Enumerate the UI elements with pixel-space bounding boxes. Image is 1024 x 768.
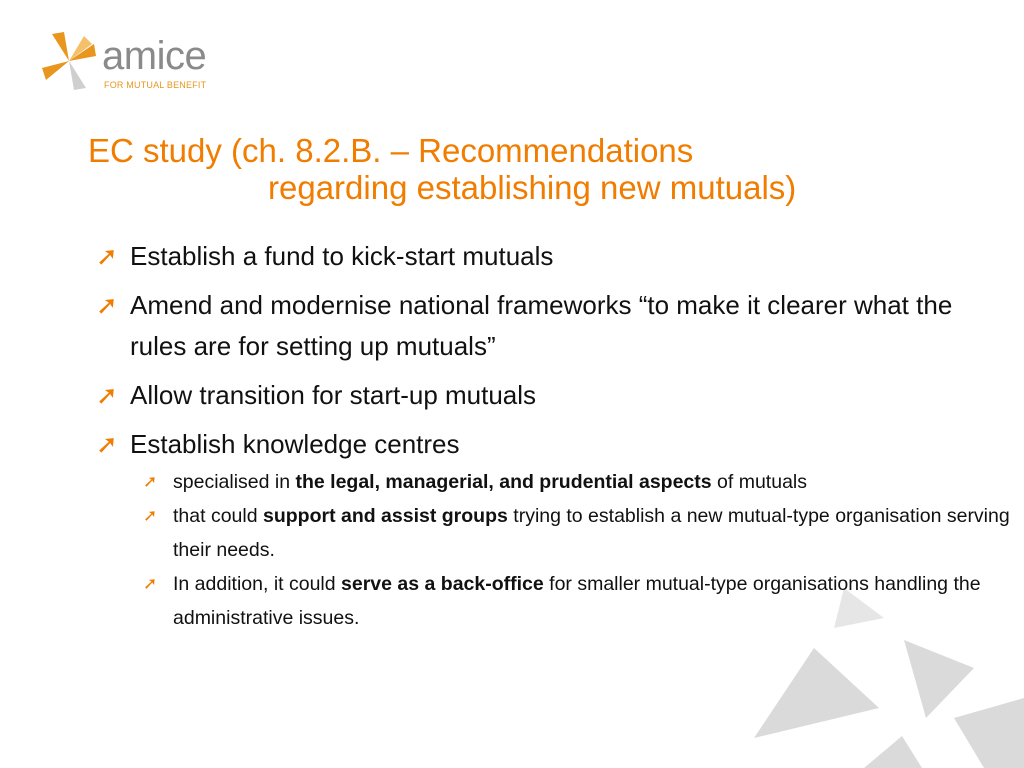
sub-bullet-text-post: for smaller mutual-type organisations handling the administrative issues. xyxy=(173,573,981,629)
logo-name: amice xyxy=(102,34,207,78)
sub-bullet-text-pre: In addition, it could xyxy=(173,573,342,595)
amice-logo xyxy=(38,30,258,110)
title-line-1: EC study (ch. 8.2.B. – Recommendations xyxy=(88,132,694,169)
sub-bullet-item xyxy=(92,499,1014,567)
sub-bullet-text-bold: the legal, managerial, and prudential aspects xyxy=(295,471,712,493)
title-line-2: regarding establishing new mutuals) xyxy=(268,169,797,206)
bullet-item xyxy=(92,424,1014,465)
sub-bullet-item xyxy=(92,465,1014,499)
sub-bullet-text-post: trying to establish a new mutual-type organisation serving their needs. xyxy=(173,505,1010,561)
sub-bullet-list xyxy=(92,465,1014,635)
sub-bullet-item xyxy=(92,567,1014,635)
north-east-arrow-icon: ➚ xyxy=(96,429,118,459)
north-east-arrow-icon: ➚ xyxy=(96,241,118,271)
sub-bullet-text-bold: support and assist groups xyxy=(262,505,508,527)
logo-mark-icon xyxy=(38,30,100,92)
bullet-item xyxy=(92,375,1014,416)
sub-bullet-text-pre: that could xyxy=(173,505,263,527)
sub-bullet-text-pre: specialised in xyxy=(173,471,296,493)
logo-tagline: FOR MUTUAL BENEFIT xyxy=(104,80,207,90)
north-east-arrow-icon: ➚ xyxy=(143,506,158,525)
north-east-arrow-icon: ➚ xyxy=(143,574,158,593)
sub-bullet-text-bold: serve as a back-office xyxy=(341,573,544,595)
bullet-item xyxy=(92,285,1014,367)
slide-title xyxy=(88,132,796,206)
north-east-arrow-icon: ➚ xyxy=(143,472,158,491)
bullet-list xyxy=(92,236,1014,635)
bullet-text: Establish knowledge centres xyxy=(130,429,460,459)
bullet-text: Amend and modernise national frameworks “to make it clearer what the rules are for setting up mutuals” xyxy=(130,290,953,361)
sub-bullet-text-post: of mutuals xyxy=(711,471,808,493)
bullet-text: Establish a fund to kick-start mutuals xyxy=(130,241,554,271)
north-east-arrow-icon: ➚ xyxy=(96,380,118,410)
bullet-item xyxy=(92,236,1014,277)
bullet-text: Allow transition for start-up mutuals xyxy=(130,380,537,410)
north-east-arrow-icon: ➚ xyxy=(96,290,118,320)
